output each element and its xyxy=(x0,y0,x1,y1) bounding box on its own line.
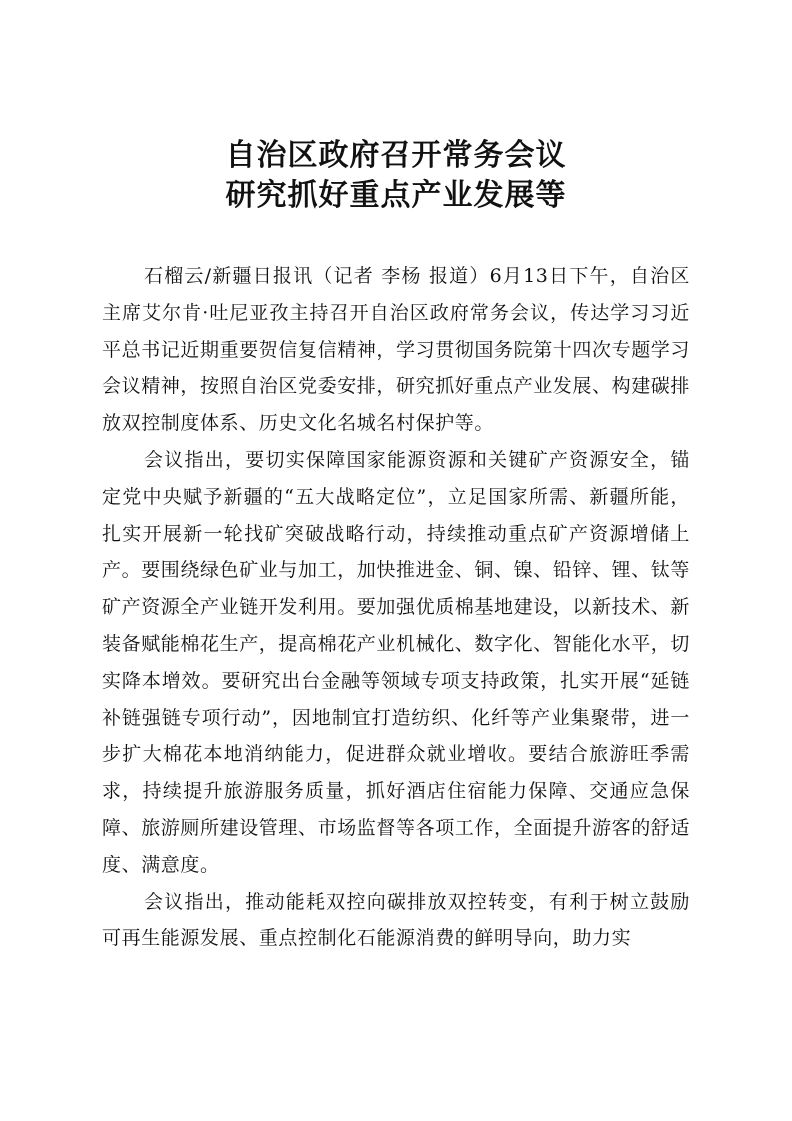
paragraph-2: 会议指出，要切实保障国家能源资源和关键矿产资源安全，锚定党中央赋予新疆的“五大战略定位”，立足国家所需、新疆所能，扎实开展新一轮找矿突破战略行动，持续推动重点矿产资源增储上产。要围绕绿色矿业与加工，加快推进金、铜、镍、铅锌、锂、钛等矿产资源全产业链开发利用。要加强优质棉基地建设，以新技术、新装备赋能棉花生产，提高棉花产业机械化、数字化、智能化水平，切实降本增效。要研究出台金融等领域专项支持政策，扎实开展“延链补链强链专项行动”，因地制宜打造纺织、化纤等产业集聚带，进一步扩大棉花本地消纳能力，促进群众就业增收。要结合旅游旺季需求，持续提升旅游服务质量，抓好酒店住宿能力保障、交通应急保障、旅游厕所建设管理、市场监督等各项工作，全面提升游客的舒适度、满意度。 xyxy=(102,448,691,876)
paragraph-1: 石榴云/新疆日报讯（记者 李杨 报道）6月13日下午，自治区主席艾尔肯·吐尼亚孜主持召开自治区政府常务会议，传达学习习近平总书记近期重要贺信复信精神，学习贯彻国务院第十四次专题学习会议精神，按照自治区党委安排，研究抓好重点产业发展、构建碳排放双控制度体系、历史文化名城名村保护等。 xyxy=(102,265,691,435)
document-title xyxy=(0,136,792,216)
title-line-1: 自治区政府召开常务会议 xyxy=(225,138,567,173)
paragraph-3: 会议指出，推动能耗双控向碳排放双控转变，有利于树立鼓励可再生能源发展、重点控制化石能源消费的鲜明导向，助力实 xyxy=(102,890,690,950)
article-body xyxy=(102,258,690,957)
title-line-2: 研究抓好重点产业发展等 xyxy=(225,178,567,213)
